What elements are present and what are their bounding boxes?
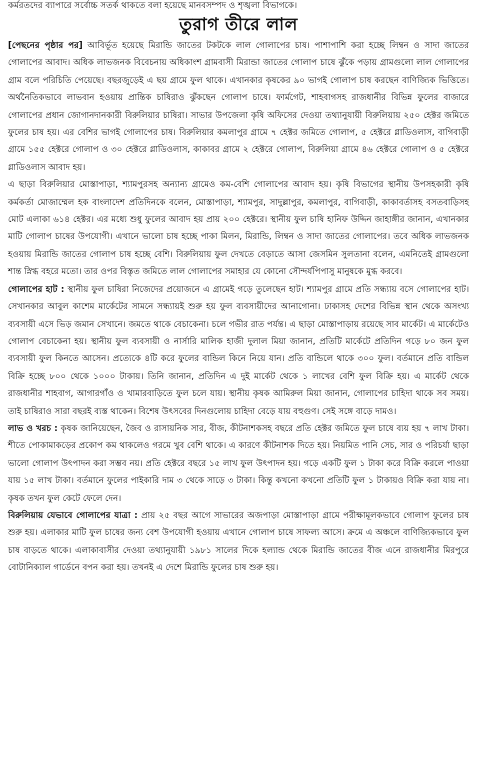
article-paragraph — [8, 421, 469, 508]
article-paragraph — [8, 508, 469, 578]
article-headline: তুরাগ তীরে লাল — [179, 15, 298, 35]
continuation-marker: [পেছনের পৃষ্ঠার পর] — [8, 41, 83, 51]
paragraph-text: প্রায় ২৫ বছর আগে সাভারের অজপাড়া মোস্তাপাড়া গ্রামে পরীক্ষামূলকভাবে গোলাপ ফুলের চাষ শুরু হয়। এলাকার মাটি ফুল চাষের জন্য বেশ উপযোগী হওয়ায় এখানে গোলাপ চাষে সাফল্য আসে। ক্রমে এ অঞ্চলে বাণিজ্যিকভাবে ফুল চাষ বাড়তে থাকে। এলাকাবাসীর দেওয়া তথ্যানুযায়ী ১৯৮১ সালের দিকে হল্যান্ড থেকে মিরান্ডি জাতের বীজ এনে রাজধানীর মিরপুরে বোটানিক্যাল গার্ডেনে বপন করা হয়। তখনই এ দেশে মিরান্ডি ফুলের চাষ শুরু হয়। — [8, 510, 469, 574]
paragraph-text: কৃষক জানিয়েছেন, জৈব ও রাসায়নিক সার, বীজ, কীটনাশকসহ বছরে প্রতি হেক্টর জমিতে ফুল চাষে ব্যয় হয় ৭ লাখ টাকা। শীতে পোকামাকড়ের প্রকোপ কম থাকলেও গরমে খুব বেশি থাকে। এ কারণে কীটনাশক দিতে হয়। নিয়মিত পানি সেচ, সার ও পরিচর্যা ছাড়া ভালো গোলাপ উৎপাদন করা সম্ভব নয়। প্রতি হেক্টরে বছরে ১৫ লাখ ফুল উৎপাদন হয়। গড়ে একটি ফুল ১ টাকা করে বিক্রি করলে পাওয়া যায় ১৫ লাখ টাকা। বর্তমানে ফুলের পাইকারি দাম ৩ থেকে সাড়ে ৩ টাকা। কিন্তু কখনো কখনো প্রতিটি ফুল ১ টাকায়ও বিক্রি করা যায় না। কৃষক তখন ফুল কেটে ফেলে দেন। — [8, 423, 470, 504]
article-paragraph — [8, 282, 469, 421]
article-paragraph — [8, 38, 469, 177]
previous-article-tail: কর্মরতদের ব্যাপারে সর্বোচ্চ সতর্ক থাকতে বলা হয়েছে মানবসম্পদ ও শৃঙ্খলা বিভাগকে। — [8, 1, 298, 11]
article-body — [8, 38, 469, 578]
article-paragraph — [8, 177, 469, 281]
paragraph-text: এ ছাড়া বিরুলিয়ার মোস্তাপাড়া, শ্যামপুরসহ অন্যান্য গ্রামেও কম-বেশি গোলাপের আবাদ হয়। কৃষি বিভাগের স্থানীয় উপসহকারী কৃষি কর্মকর্তা মোজাম্মেল হক বাংলাদেশ প্রতিদিনকে বলেন, মোস্তাপাড়া, শ্যামপুর, সাদুল্লাপুর, কমলাপুর, বাগিবাড়ী, কাকাবর্তাসহ বসতবাড়িসহ মোট এলাকা ৬১৪ হেক্টর। এর মধ্যে শুধু ফুলের আবাদ হয় প্রায় ২০০ হেক্টরে। স্থানীয় ফুল চাষি হানিফ উদ্দিন জাহাঙ্গীর জানান, এখানকার মাটি গোলাপ চাষের উপযোগী। এখানে ভালো চাষ হচ্ছে পাকা মিলন, মিরান্ডি, লিম্বন ও সাদা জাতের গোলাপের। তবে অধিক লাভজনক হওয়ায় মিরান্ডি জাতের গোলাপ চাষ হচ্ছে বেশি। বিরুলিয়ায় ফুল দেখতে বেড়াতে আসা জেসমিন সুলতানা বলেন, এমনিতেই গ্রামগুলো শান্ত স্নিগ্ধ বহরে মতো। তার ওপর বিস্তৃত জমিতে লাল গোলাপের সমাহার যে কোনো সৌন্দর্যপিপাসু মানুষকে মুগ্ধ করবে। — [8, 180, 469, 278]
paragraph-text: আবির্ভূত হয়েছে মিরান্ডি জাতের টকটকে লাল গোলাপের চাষ। পাশাপাশি করা হচ্ছে লিম্বন ও সাদা জাতের গোলাপের আবাদ। অধিক লাভজনক বিবেচনায় অধিকাংশ গ্রামবাসী মিরান্ডা জাতের গোলাপ চাষে ঝুঁকে পড়ায় গ্রামগুলো লাল গোলাপের গ্রাম বলে পরিচিতি পেয়েছে। বছরজুড়েই এ ছয় গ্রামে ফুল থাকে। এখানকার কৃষকের ৯০ ভাগই গোলাপ চাষ করছেন বাণিজ্যিক ভিত্তিতে। অর্থনৈতিকভাবে লাভবান হওয়ায় প্রান্তিক চাষিরাও ঝুঁকছেন গোলাপ চাষে। ফার্মগেট, শাহবাগসহ রাজধানীর বিভিন্ন ফুলের বাজারে গোলাপের প্রধান জোগানদানকারী বিরুলিয়ার চাষিরা। সাভার উপজেলা কৃষি অফিসের দেওয়া তথ্যানুযায়ী বিরুলিয়ায় ২৫০ হেক্টর জমিতে ফুলের চাষ হয়। এর বেশির ভাগই গোলাপের চাষ। বিরুলিয়ার কমলাপুর গ্রামে ৭ হেক্টর জমিতে গোলাপ, ৫ হেক্টরে গ্লাডিওলাস, বাগিবাড়ী গ্রামে ১৫৫ হেক্টরে গোলাপ ও ৩০ হেক্টরে গ্লাডিওলাস, কাকাবর গ্রামে ২ হেক্টরে গোলাপ, বিরুলিয়া গ্রামে ৪৬ হেক্টরে গোলাপ ও ৫ হেক্টরে গ্লাডিওলাস আবাদ হয়। — [8, 41, 469, 173]
section-subhead: বিরুলিয়ায় যেভাবে গোলাপের যাত্রা : — [8, 510, 138, 521]
section-subhead: গোলাপের হাট : — [8, 284, 65, 295]
paragraph-text: স্থানীয় ফুল চাষিরা নিজেদের প্রয়োজনে এ গ্রামেই গড়ে তুলেছেন হাট। শ্যামপুর গ্রামে প্রতি সন্ধ্যায় বসে গোলাপের হাট। সেখানকার আবুল কাশেম মার্কেটের সামনে সন্ধ্যায়ই শুরু হয় ফুল ব্যবসায়ীদের আনাগোনা। ঢাকাসহ দেশের বিভিন্ন স্থান থেকে অসংখ্য ব্যবসায়ী এসে ভিড় জমান সেখানে। জমতে থাকে বেচাকেনা। চলে গভীর রাত পর্যন্ত। এ ছাড়া মোস্তাপাড়ায় রয়েছে সাব মার্কেট। এ মার্কেটেও গোলাপ বেচাকেনা হয়। স্থানীয় ফুল ব্যবসায়ী ও নার্সারি মালিক হাজী দুলাল মিয়া জানান, প্রতিটি মার্কেটে প্রতিদিন গড়ে ৮০ জন ফুল ব্যবসায়ী ফুল কিনতে আসেন। প্রত্যেকে ৪টি করে ফুলের বান্ডিল কিনে নিয়ে যান। প্রতি বান্ডিলে থাকে ৩০০ ফুল। বর্তমানে প্রতি বান্ডিল বিক্রি হচ্ছে ৮০০ থেকে ১০০০ টাকায়। তিনি জানান, প্রতিদিন এ দুই মার্কেট থেকে ১ লাখের বেশি ফুল বিক্রি হয়। এ মার্কেট থেকে রাজধানীর শাহবাগ, আগারগাঁও ও খামারবাড়িতে ফুল চলে যায়। স্থানীয় কৃষক আমিরুল মিয়া জানান, গোলাপের চাহিদা থাকে সব সময়। তাই চাষিরাও সারা বছরই ব্যস্ত থাকেন। বিশেষ উৎসবের দিনগুলোয় চাহিদা বেড়ে যায় বহুগুণ। সেই সঙ্গে বাড়ে দামও। — [8, 284, 470, 417]
section-subhead: লাভ ও খরচ : — [8, 423, 58, 434]
